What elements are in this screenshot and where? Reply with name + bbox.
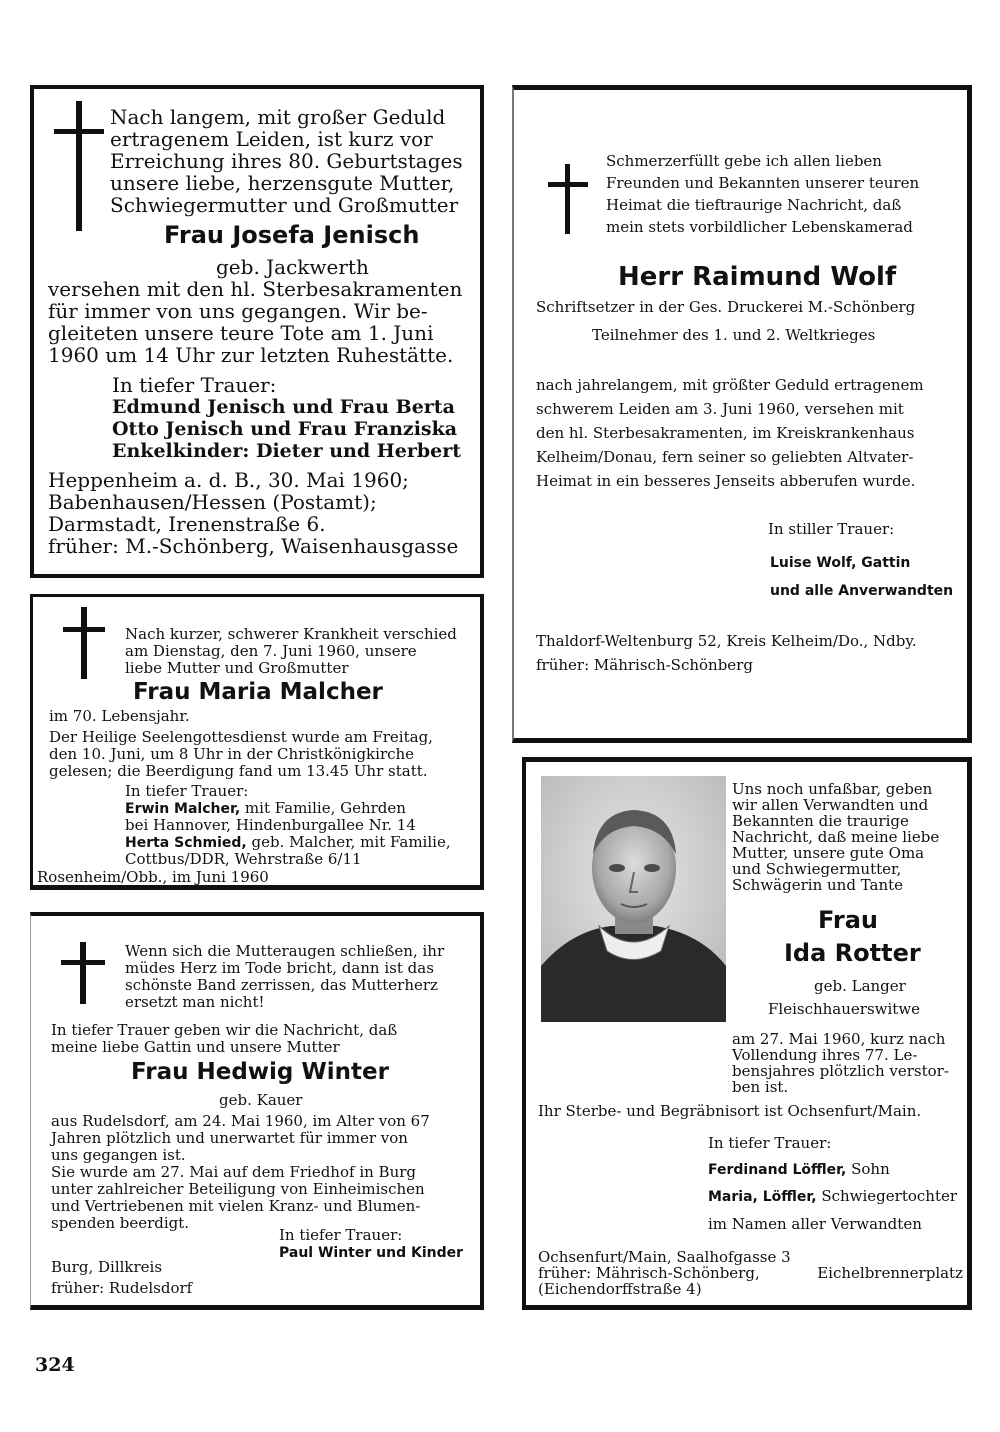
obituary-winter bbox=[30, 912, 484, 1310]
obituary-jenisch bbox=[30, 85, 484, 578]
intro-line: müdes Herz im Tode bricht, dann ist das bbox=[125, 959, 434, 977]
intro-line: Freunden und Bekannten unserer teuren bbox=[606, 174, 920, 192]
body-line: unter zahlreicher Beteiligung von Einheimischen bbox=[51, 1180, 425, 1198]
cross-icon bbox=[54, 101, 104, 231]
occupation: Schriftsetzer in der Ges. Druckerei M.-Schönberg bbox=[536, 298, 916, 316]
intro-line: Schmerzerfüllt gebe ich allen lieben bbox=[606, 152, 882, 170]
intro-line: mein stets vorbildlicher Lebenskamerad bbox=[606, 218, 913, 236]
lead-line: In tiefer Trauer geben wir die Nachricht, daß bbox=[51, 1021, 398, 1039]
body-line: aus Rudelsdorf, am 24. Mai 1960, im Alter von 67 bbox=[51, 1112, 430, 1130]
portrait-photo bbox=[541, 776, 726, 1022]
mourner-name: Maria, Löffler, bbox=[708, 1189, 817, 1205]
body-line: 1960 um 14 Uhr zur letzten Ruhestätte. bbox=[48, 343, 454, 367]
mourner-detail: Schwiegertochter bbox=[816, 1187, 958, 1205]
cross-icon bbox=[548, 164, 588, 234]
deceased-title: Frau bbox=[818, 906, 878, 934]
body-line: den 10. Juni, um 8 Uhr in der Christkönigkirche bbox=[49, 745, 415, 763]
deceased-name: Ida Rotter bbox=[784, 939, 921, 967]
obituary-wolf bbox=[512, 85, 972, 743]
mourning-heading: In tiefer Trauer: bbox=[112, 373, 277, 397]
intro-line: und Schwiegermutter, bbox=[732, 860, 902, 878]
body-line: am 27. Mai 1960, kurz nach bbox=[732, 1030, 946, 1048]
body-line: nach jahrelangem, mit größter Geduld ertragenem bbox=[536, 376, 924, 394]
body-line: uns gegangen ist. bbox=[51, 1146, 186, 1164]
intro-line: Nach langem, mit großer Geduld bbox=[110, 105, 446, 129]
intro-line: ersetzt man nicht! bbox=[125, 993, 265, 1011]
body-line: bensjahres plötzlich verstor- bbox=[732, 1062, 949, 1080]
body-line: schwerem Leiden am 3. Juni 1960, versehen mit bbox=[536, 400, 904, 418]
body-line: den hl. Sterbesakramenten, im Kreiskrankenhaus bbox=[536, 424, 915, 442]
mourner-name: Ferdinand Löffler, bbox=[708, 1162, 847, 1178]
deceased-name: Frau Josefa Jenisch bbox=[164, 221, 420, 249]
mourner-address: bei Hannover, Hindenburgallee Nr. 14 bbox=[125, 816, 416, 834]
mourning-heading: In tiefer Trauer: bbox=[708, 1134, 832, 1152]
address-line: (Eichendorffstraße 4) bbox=[538, 1280, 702, 1298]
intro-line: Nach kurzer, schwerer Krankheit verschied bbox=[125, 625, 457, 643]
mourner: Edmund Jenisch und Frau Berta bbox=[112, 396, 455, 418]
place-line: früher: Rudelsdorf bbox=[51, 1279, 193, 1297]
intro-line: unsere liebe, herzensgute Mutter, bbox=[110, 171, 455, 195]
place-line: Rosenheim/Obb., im Juni 1960 bbox=[37, 868, 269, 886]
intro-line: am Dienstag, den 7. Juni 1960, unsere bbox=[125, 642, 417, 660]
place-line: Heppenheim a. d. B., 30. Mai 1960; bbox=[48, 468, 409, 492]
place-line: Darmstadt, Irenenstraße 6. bbox=[48, 512, 326, 536]
address-line: Ochsenfurt/Main, Saalhofgasse 3 bbox=[538, 1248, 791, 1266]
intro-line: Erreichung ihres 80. Geburtstages bbox=[110, 149, 463, 173]
obituary-malcher bbox=[30, 594, 484, 890]
body-line: versehen mit den hl. Sterbesakramenten bbox=[48, 277, 463, 301]
mourner-name: Erwin Malcher, bbox=[125, 801, 241, 817]
body-line: Der Heilige Seelengottesdienst wurde am Freitag, bbox=[49, 728, 433, 746]
age: im 70. Lebensjahr. bbox=[49, 707, 190, 725]
intro-line: schönste Band zerrissen, das Mutterherz bbox=[125, 976, 438, 994]
mourner bbox=[708, 1189, 957, 1204]
mourner: und alle Anverwandten bbox=[770, 583, 954, 599]
intro-line: Schwiegermutter und Großmutter bbox=[110, 193, 459, 217]
cross-icon bbox=[63, 607, 105, 679]
burial-place: Ihr Sterbe- und Begräbnisort ist Ochsenfurt/Main. bbox=[538, 1102, 922, 1120]
body-line: ben ist. bbox=[732, 1078, 789, 1096]
deceased-name: Herr Raimund Wolf bbox=[618, 262, 897, 292]
intro-line: Nachricht, daß meine liebe bbox=[732, 828, 940, 846]
mourner: Luise Wolf, Gattin bbox=[770, 555, 911, 571]
mourner: Enkelkinder: Dieter und Herbert bbox=[112, 440, 461, 462]
mourner bbox=[125, 835, 451, 850]
intro-line: Heimat die tieftraurige Nachricht, daß bbox=[606, 196, 902, 214]
maiden-name: geb. Kauer bbox=[219, 1091, 303, 1109]
intro-line: Bekannten die traurige bbox=[732, 812, 909, 830]
body-line: gelesen; die Beerdigung fand um 13.45 Uhr statt. bbox=[49, 762, 428, 780]
mourner-detail: mit Familie, Gehrden bbox=[240, 799, 406, 817]
intro-line: wir allen Verwandten und bbox=[732, 796, 929, 814]
body-line: Heimat in ein besseres Jenseits abberufen wurde. bbox=[536, 472, 916, 490]
place-line: früher: M.-Schönberg, Waisenhausgasse bbox=[48, 534, 459, 558]
place-line: früher: Mährisch-Schönberg bbox=[536, 656, 753, 674]
maiden-name: geb. Langer bbox=[814, 977, 906, 995]
place-line: Burg, Dillkreis bbox=[51, 1258, 163, 1276]
body-line: und Vertriebenen mit vielen Kranz- und Blumen- bbox=[51, 1197, 421, 1215]
body-line: Sie wurde am 27. Mai auf dem Friedhof in Burg bbox=[51, 1163, 417, 1181]
address-former: früher: Mährisch-Schönberg, bbox=[538, 1264, 760, 1282]
intro-line: liebe Mutter und Großmutter bbox=[125, 659, 349, 677]
place-line: Thaldorf-Weltenburg 52, Kreis Kelheim/Do., Ndby. bbox=[536, 632, 917, 650]
mourner-detail: Sohn bbox=[846, 1160, 890, 1178]
mourner-detail: geb. Malcher, mit Familie, bbox=[246, 833, 451, 851]
mourner: Otto Jenisch und Frau Franziska bbox=[112, 418, 458, 440]
lead-line: meine liebe Gattin und unsere Mutter bbox=[51, 1038, 340, 1056]
intro-line: Uns noch unfaßbar, geben bbox=[732, 780, 933, 798]
body-line: für immer von uns gegangen. Wir be- bbox=[48, 299, 428, 323]
intro-line: Wenn sich die Mutteraugen schließen, ihr bbox=[125, 942, 445, 960]
mourner: Paul Winter und Kinder bbox=[279, 1245, 464, 1261]
mourning-heading: In tiefer Trauer: bbox=[279, 1226, 403, 1244]
mourner: im Namen aller Verwandten bbox=[708, 1215, 922, 1233]
mourning-heading: In tiefer Trauer: bbox=[125, 782, 249, 800]
service: Teilnehmer des 1. und 2. Weltkrieges bbox=[592, 326, 876, 344]
intro-line: ertragenem Leiden, ist kurz vor bbox=[110, 127, 433, 151]
page-number: 324 bbox=[35, 1354, 75, 1376]
body-line: spenden beerdigt. bbox=[51, 1214, 190, 1232]
maiden-name: geb. Jackwerth bbox=[216, 255, 369, 279]
cross-icon bbox=[61, 942, 105, 1004]
occupation: Fleischhauerswitwe bbox=[768, 1000, 921, 1018]
body-line: Kelheim/Donau, fern seiner so geliebten Altvater- bbox=[536, 448, 914, 466]
mourner-name: Herta Schmied, bbox=[125, 835, 247, 851]
place-line: Babenhausen/Hessen (Postamt); bbox=[48, 490, 377, 514]
body-line: gleiteten unsere teure Tote am 1. Juni bbox=[48, 321, 434, 345]
mourner bbox=[125, 801, 406, 816]
address-square: Eichelbrennerplatz bbox=[817, 1264, 963, 1282]
body-line: Jahren plötzlich und unerwartet für immer von bbox=[51, 1129, 408, 1147]
intro-line: Mutter, unsere gute Oma bbox=[732, 844, 925, 862]
mourner-address: Cottbus/DDR, Wehrstraße 6/11 bbox=[125, 850, 362, 868]
deceased-name: Frau Maria Malcher bbox=[133, 679, 383, 705]
address-line bbox=[538, 1266, 963, 1281]
mourning-heading: In stiller Trauer: bbox=[768, 520, 895, 538]
intro-line: Schwägerin und Tante bbox=[732, 876, 904, 894]
body-line: Vollendung ihres 77. Le- bbox=[732, 1046, 918, 1064]
mourner bbox=[708, 1162, 890, 1177]
deceased-name: Frau Hedwig Winter bbox=[131, 1059, 389, 1085]
